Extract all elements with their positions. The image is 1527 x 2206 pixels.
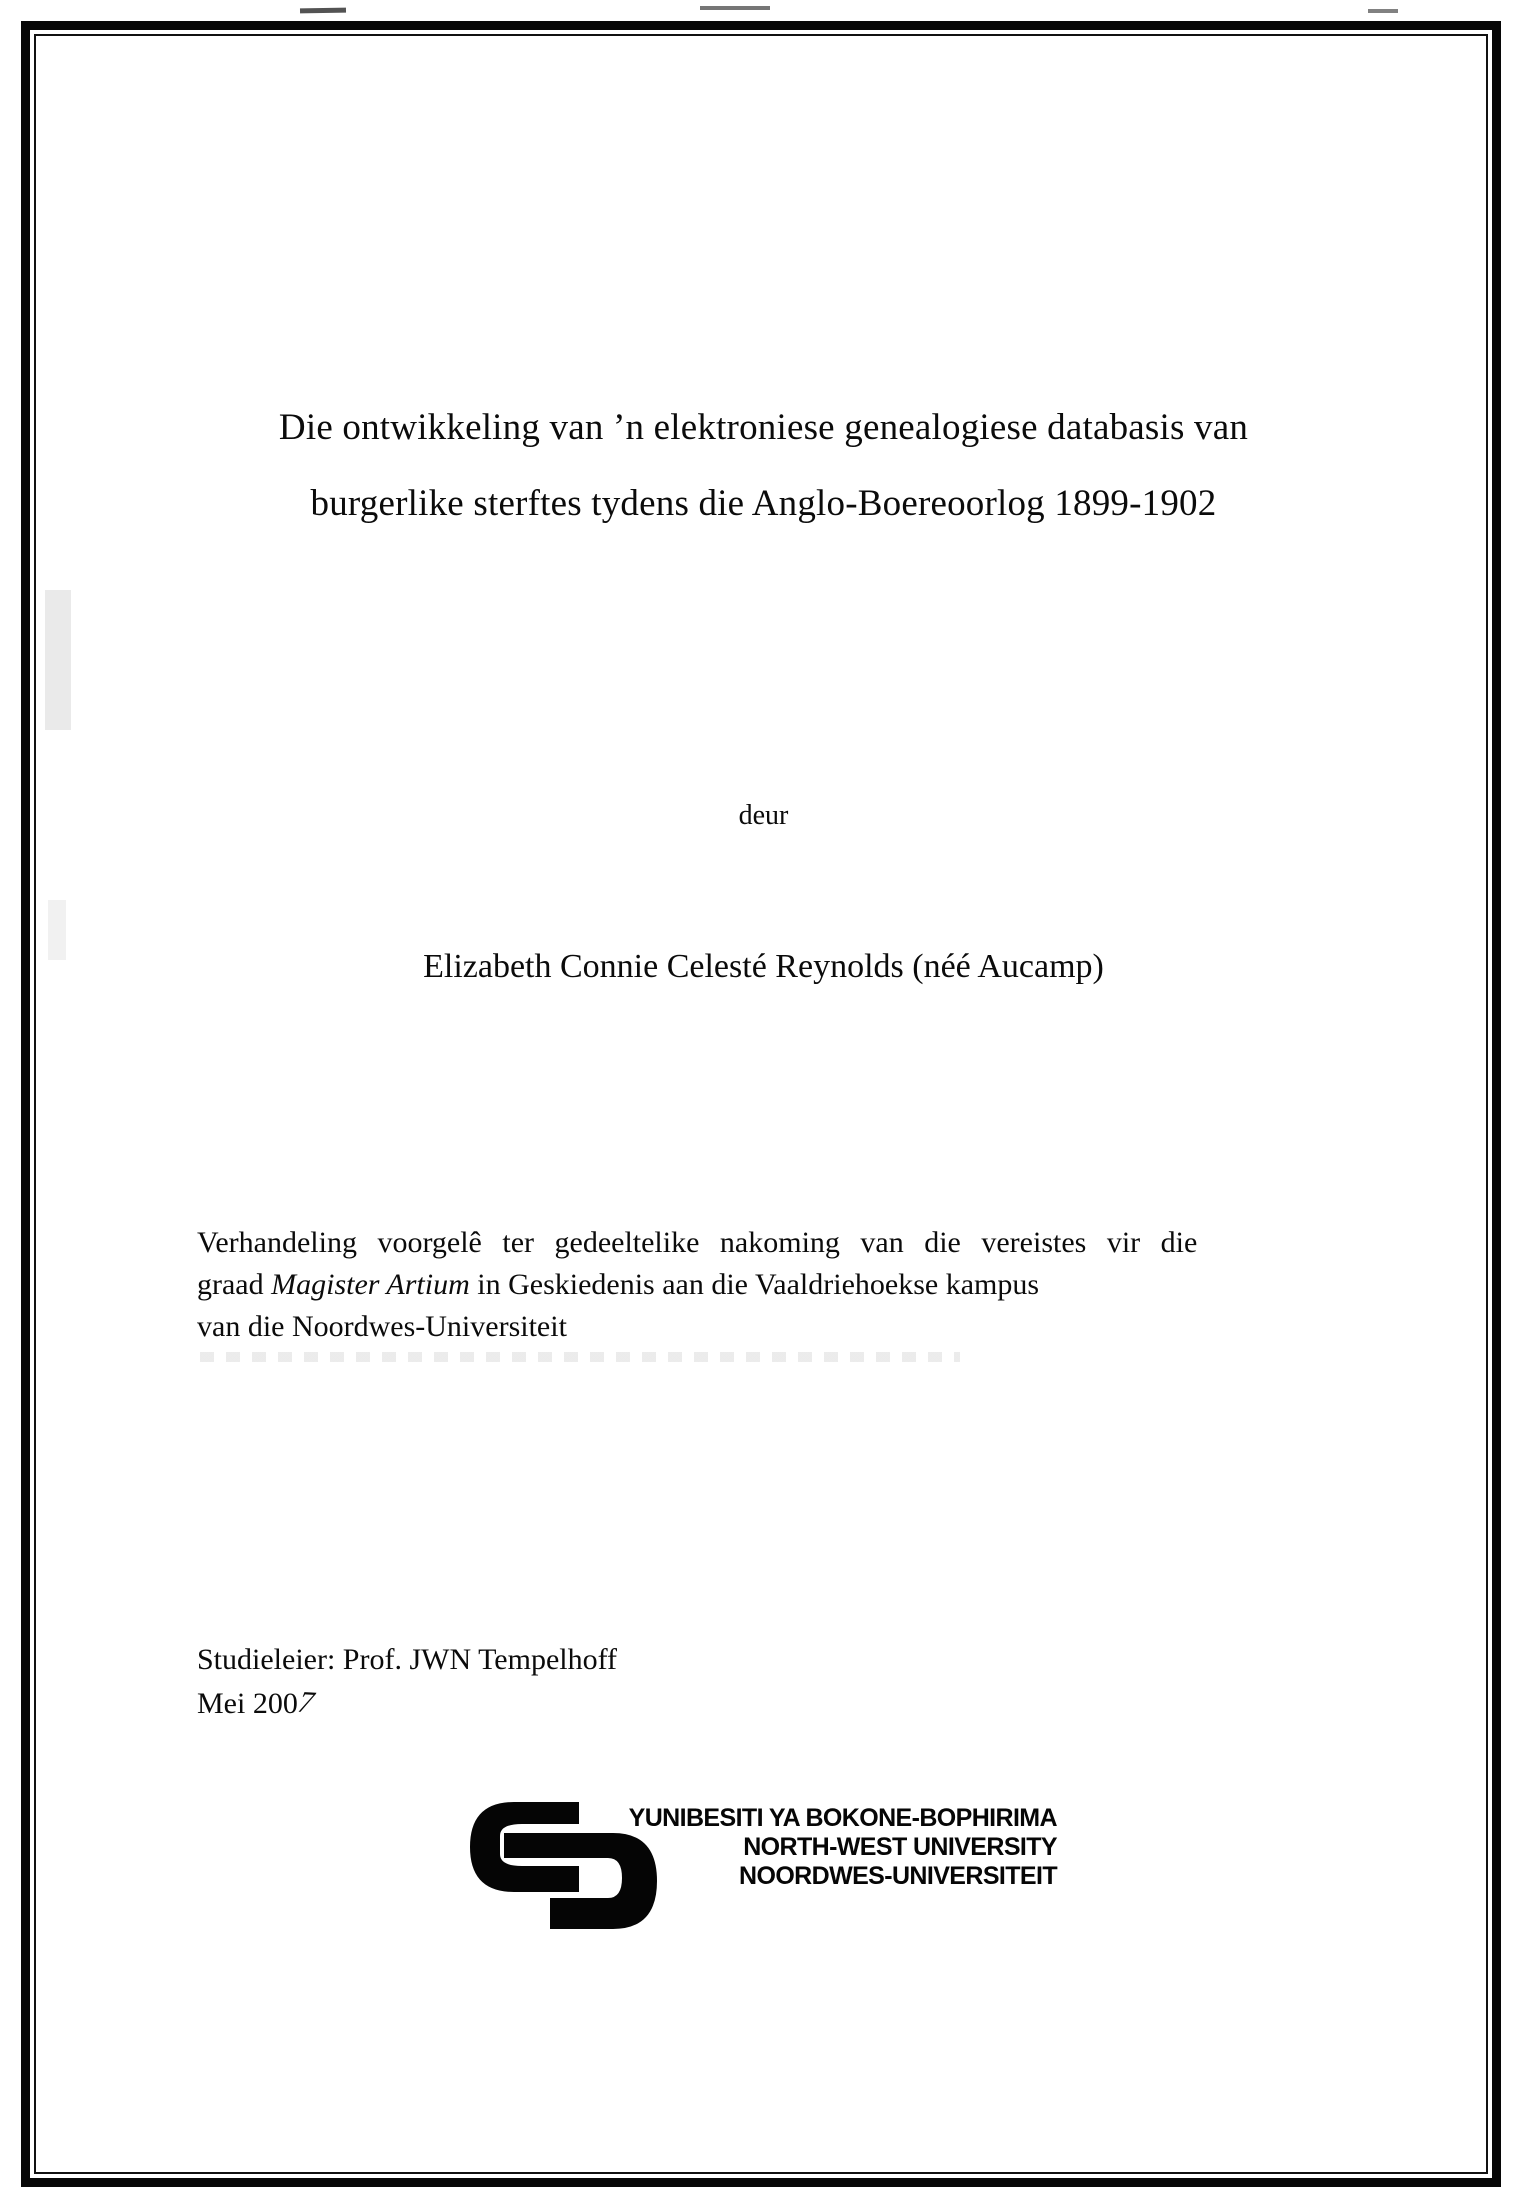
scan-artifact (1368, 9, 1398, 13)
statement-line-2-prefix: graad (197, 1268, 272, 1301)
scan-artifact (45, 590, 71, 730)
scan-artifact (200, 1352, 960, 1362)
logo-line-setswana: YUNIBESITI YA BOKONE-BOPHIRIMA (628, 1804, 1057, 1832)
thesis-statement (197, 1222, 1353, 1348)
scan-artifact (300, 8, 346, 14)
statement-line-2 (197, 1264, 1353, 1306)
supervisor-block (197, 1638, 617, 1726)
date-prefix: Mei 200 (197, 1687, 298, 1720)
author-name: Elizabeth Connie Celesté Reynolds (néé Aucamp) (423, 948, 1104, 985)
statement-line-3: van die Noordwes-Universiteit (197, 1310, 567, 1343)
statement-line-1: Verhandeling voorgelê ter gedeeltelike nakoming van die vereistes vir die (197, 1226, 1198, 1259)
university-logo-text (587, 1804, 1057, 1891)
thesis-title (120, 390, 1407, 542)
date-last-digit: 7 (292, 1685, 320, 1720)
supervisor-line: Studieleier: Prof. JWN Tempelhoff (197, 1643, 618, 1676)
byline-preposition: deur (738, 800, 789, 831)
title-line-1: Die ontwikkeling van ’n elektroniese genealogiese databasis van (278, 407, 1249, 448)
title-line-2: burgerlike sterftes tydens die Anglo-Boereoorlog 1899-1902 (310, 483, 1217, 524)
date-line (197, 1682, 617, 1726)
statement-line-2-suffix: in Geskiedenis aan die Vaaldriehoekse kampus (469, 1268, 1040, 1301)
scan-artifact (700, 6, 770, 10)
logo-line-afrikaans: NOORDWES-UNIVERSITEIT (739, 1862, 1057, 1890)
logo-line-english: NORTH-WEST UNIVERSITY (743, 1833, 1057, 1861)
university-logo (470, 1796, 1090, 1976)
degree-name-italic: Magister Artium (271, 1268, 470, 1301)
